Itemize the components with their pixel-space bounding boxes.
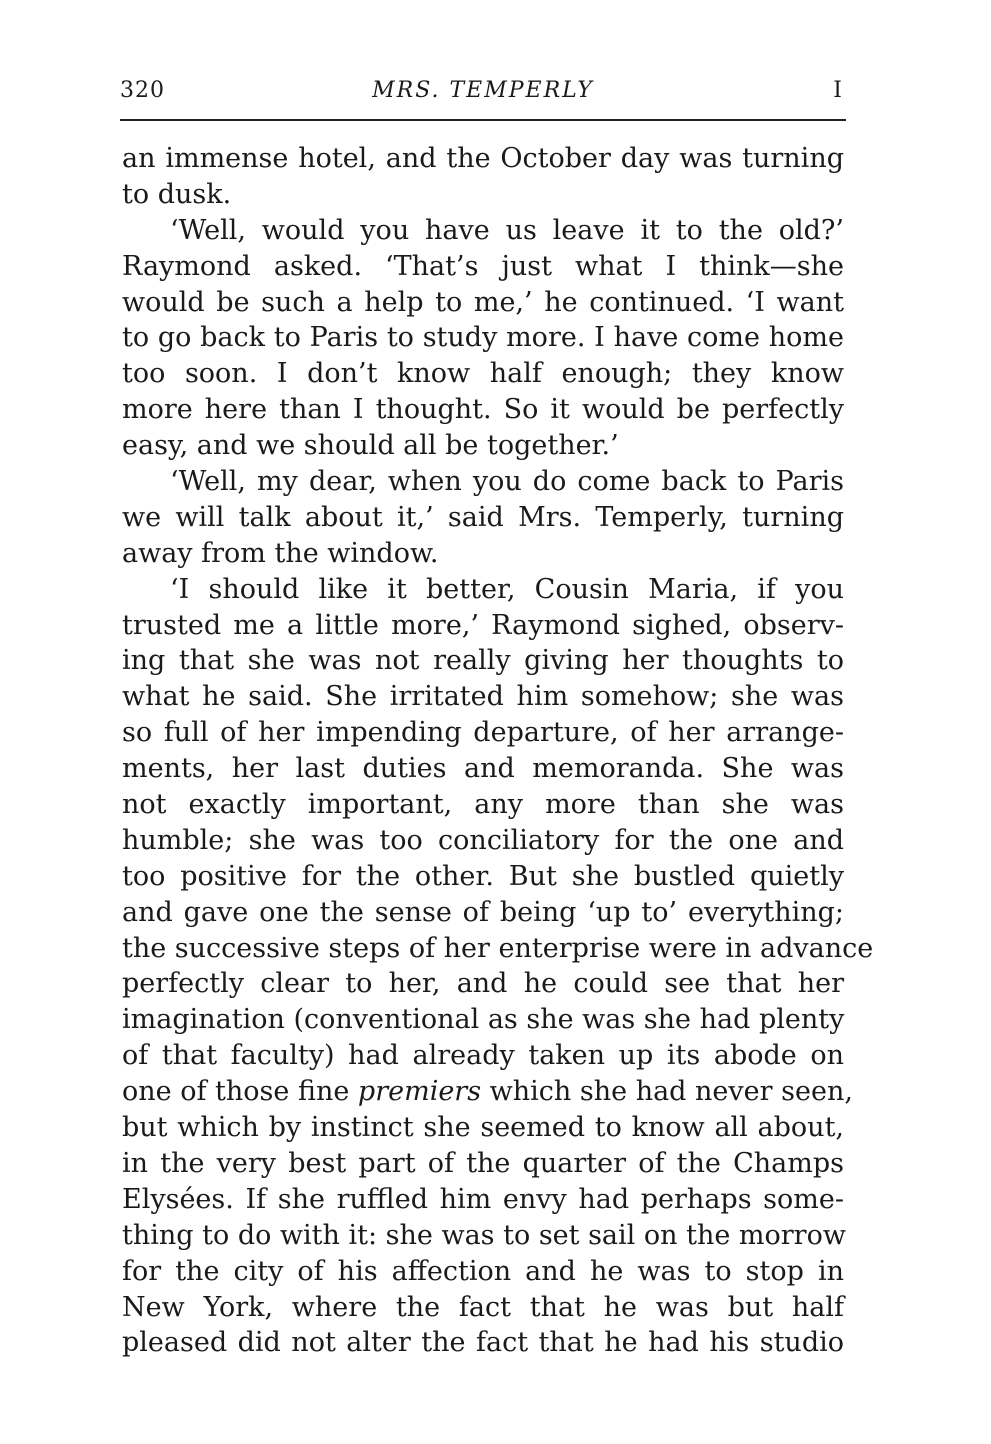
text-line: an immense hotel, and the October day was turning xyxy=(122,143,844,174)
text-line: ‘Well, would you have us leave it to the old?’ xyxy=(170,214,844,246)
text-line: New York, where the fact that he was but half xyxy=(122,1291,844,1323)
text-line: pleased did not alter the fact that he had his studio xyxy=(122,1327,844,1359)
text-line: not exactly important, any more than she was xyxy=(122,789,844,821)
text-line: the successive steps of her enterprise were in advance xyxy=(122,932,874,964)
text-line: Raymond asked. ‘That’s just what I think—she xyxy=(122,250,844,282)
header-rule xyxy=(120,119,846,121)
text-line: ing that she was not really giving her thoughts to xyxy=(122,645,844,677)
page-number: 320 xyxy=(120,78,165,103)
text-line: in the very best part of the quarter of the Champs xyxy=(122,1147,844,1179)
text-line: too soon. I don’t know half enough; they know xyxy=(122,358,844,390)
text-line: we will talk about it,’ said Mrs. Temperly, turning xyxy=(122,501,844,533)
text-line: Elysées. If she ruffled him envy had perhaps some- xyxy=(122,1183,844,1215)
text-line: easy, and we should all be together.’ xyxy=(122,430,619,462)
running-header xyxy=(120,74,846,108)
text-line: so full of her impending departure, of her arrange- xyxy=(122,717,844,749)
text-line: perfectly clear to her, and he could see that her xyxy=(122,968,844,1000)
text-line: for the city of his affection and he was to stop in xyxy=(122,1255,844,1287)
text-line: but which by instinct she seemed to know all about, xyxy=(122,1112,844,1144)
text-line: too positive for the other. But she bustled quietly xyxy=(122,860,844,892)
running-title: MRS. TEMPERLY xyxy=(372,78,594,103)
text-line: trusted me a little more,’ Raymond sighed, observ- xyxy=(122,609,844,641)
text-line: away from the window. xyxy=(122,537,439,569)
text-line: of that faculty) had already taken up its abode on xyxy=(122,1040,844,1072)
text-line: ‘I should like it better, Cousin Maria, if you xyxy=(170,573,844,605)
body-text xyxy=(122,141,874,1361)
text-line: would be such a help to me,’ he continued. ‘I want xyxy=(122,286,844,318)
text-line: and gave one the sense of being ‘up to’ everything; xyxy=(122,896,844,928)
text-line: to dusk. xyxy=(122,178,232,210)
signature-mark: I xyxy=(833,78,842,103)
text-line: more here than I thought. So it would be perfectly xyxy=(122,394,844,426)
text-line: humble; she was too conciliatory for the one and xyxy=(122,824,844,856)
text-line: thing to do with it: she was to set sail on the morrow xyxy=(122,1219,846,1251)
text-line: ‘Well, my dear, when you do come back to Paris xyxy=(170,466,844,498)
text-line: ments, her last duties and memoranda. She was xyxy=(122,753,844,785)
text-line: to go back to Paris to study more. I have come home xyxy=(122,322,844,354)
text-line: what he said. She irritated him somehow; she was xyxy=(122,681,844,713)
text-line: one of those fine premiers which she had never seen, xyxy=(122,1076,853,1108)
text-line: imagination (conventional as she was she had plenty xyxy=(122,1004,845,1036)
